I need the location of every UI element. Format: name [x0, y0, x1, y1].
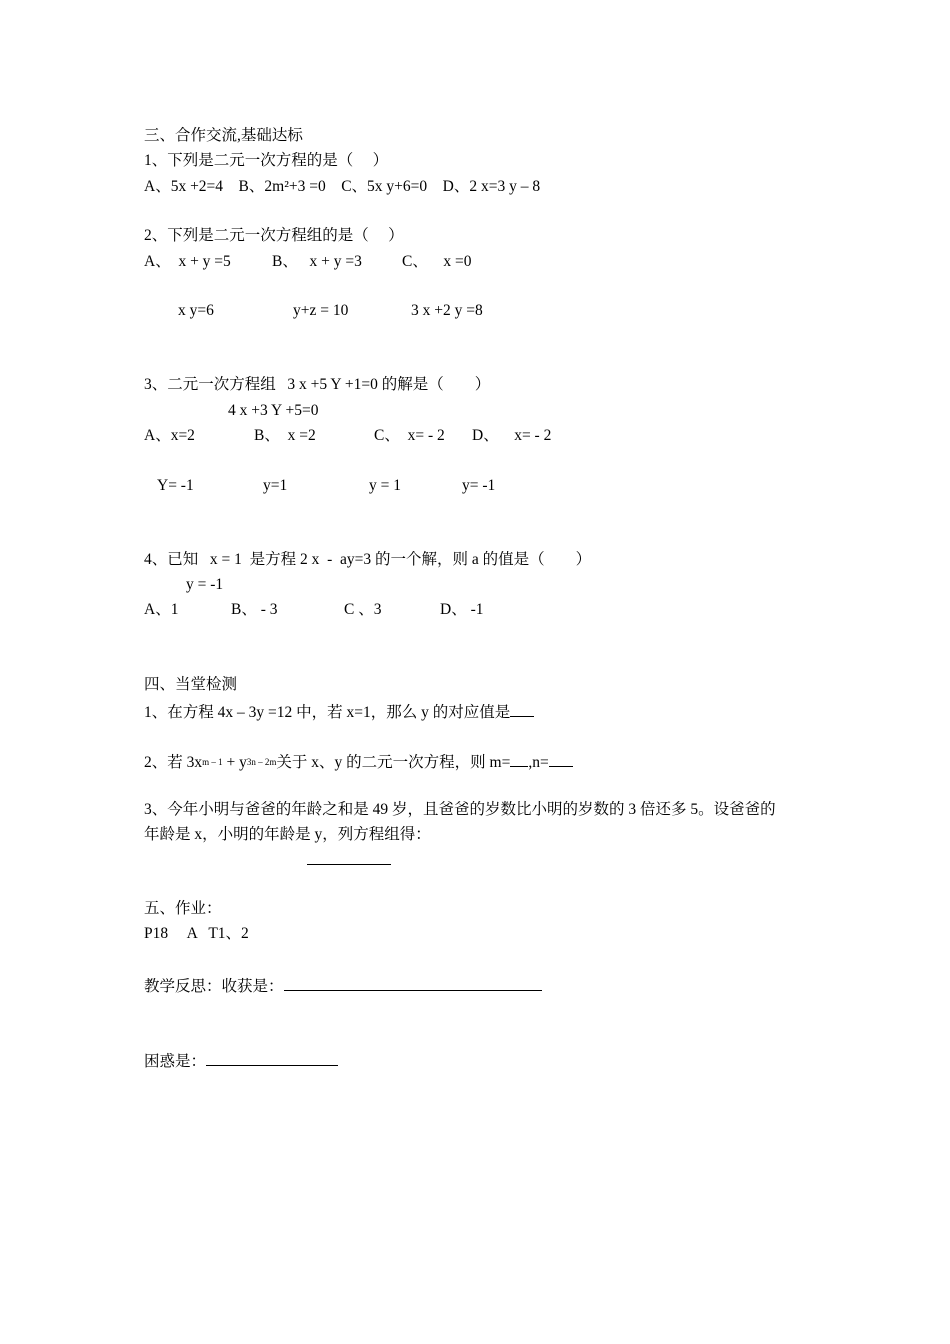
- s4-q2-n-blank[interactable]: [549, 750, 573, 767]
- reflection-confusion-blank[interactable]: [206, 1049, 338, 1066]
- q2-option-c-line2: 3 x +2 y =8: [411, 302, 483, 319]
- q4-sub-equation: y = -1: [186, 576, 224, 593]
- q3-option-a-line1: A、x=2: [144, 427, 195, 444]
- q3-equation-2: 4 x +3 Y +5=0: [228, 402, 319, 419]
- reflection-gain-blank[interactable]: [284, 974, 542, 991]
- q4-stem: 4、已知 x = 1 是方程 2 x - ay=3 的一个解，则 a 的值是（ ）: [144, 551, 592, 568]
- q2-option-a-line2: x y=6: [178, 302, 214, 319]
- q3-option-a-line2: Y= -1: [157, 477, 194, 494]
- q2-option-b-line1: B、 x + y =3: [272, 253, 362, 270]
- s4-q2: [144, 750, 573, 773]
- s4-q3-line2: 年龄是 x，小明的年龄是 y，列方程组得：: [144, 826, 431, 843]
- section-4-title: 四、当堂检测: [144, 676, 238, 693]
- q3-option-c-line1: C、 x= - 2: [374, 427, 445, 444]
- s4-q2-prefix: 2、若 3x: [144, 754, 203, 771]
- s4-q2-exponent-1: m – 1: [202, 757, 223, 767]
- q3-option-c-line2: y = 1: [369, 477, 401, 494]
- s4-q1: [144, 700, 534, 723]
- q2-option-c-line1: C、 x =0: [402, 253, 472, 270]
- q3-option-d-line2: y= -1: [462, 477, 496, 494]
- q3-option-d-line1: D、 x= - 2: [472, 427, 552, 444]
- s4-q3-line1: 3、今年小明与爸爸的年龄之和是 49 岁，且爸爸的岁数比小明的岁数的 3 倍还多 5。设爸爸的: [144, 801, 776, 818]
- reflection-confusion: [144, 1049, 338, 1072]
- q4-option-a: A、1: [144, 601, 179, 618]
- homework-text: P18 A T1、2: [144, 925, 249, 942]
- q1-stem: 1、下列是二元一次方程的是（ ）: [144, 152, 389, 169]
- s4-q2-mid: + y: [222, 754, 247, 771]
- s4-q2-suffix: 关于 x、y 的二元一次方程，则 m=: [276, 754, 511, 771]
- s4-q3-answer-blank[interactable]: [307, 864, 391, 865]
- reflection-gain-label: 教学反思：收获是：: [144, 978, 284, 995]
- q2-stem: 2、下列是二元一次方程组的是（ ）: [144, 227, 404, 244]
- q3-stem: 3、二元一次方程组 3 x +5 Y +1=0 的解是（ ）: [144, 376, 491, 393]
- reflection-gain: [144, 974, 542, 997]
- q2-option-a-line1: A、 x + y =5: [144, 253, 231, 270]
- q2-option-b-line2: y+z = 10: [293, 302, 349, 319]
- s4-q1-answer-blank[interactable]: [510, 700, 534, 717]
- q1-options: A、5x +2=4 B、2m²+3 =0 C、5x y+6=0 D、2 x=3 y – 8: [144, 178, 541, 195]
- section-3-title: 三、合作交流,基础达标: [144, 127, 303, 144]
- q4-option-c: C 、3: [344, 601, 382, 618]
- s4-q1-text: 1、在方程 4x – 3y =12 中，若 x=1，那么 y 的对应值是: [144, 704, 511, 721]
- section-5-title: 五、作业：: [144, 900, 222, 917]
- s4-q2-m-blank[interactable]: [510, 750, 528, 767]
- q3-option-b-line1: B、 x =2: [254, 427, 316, 444]
- reflection-confusion-label: 困惑是：: [144, 1053, 207, 1070]
- q4-option-d: D、 -1: [440, 601, 484, 618]
- q4-option-b: B、 - 3: [231, 601, 278, 618]
- q3-option-b-line2: y=1: [263, 477, 288, 494]
- s4-q2-n-label: ,n=: [528, 754, 549, 771]
- s4-q2-exponent-2: 3n – 2m: [246, 757, 277, 767]
